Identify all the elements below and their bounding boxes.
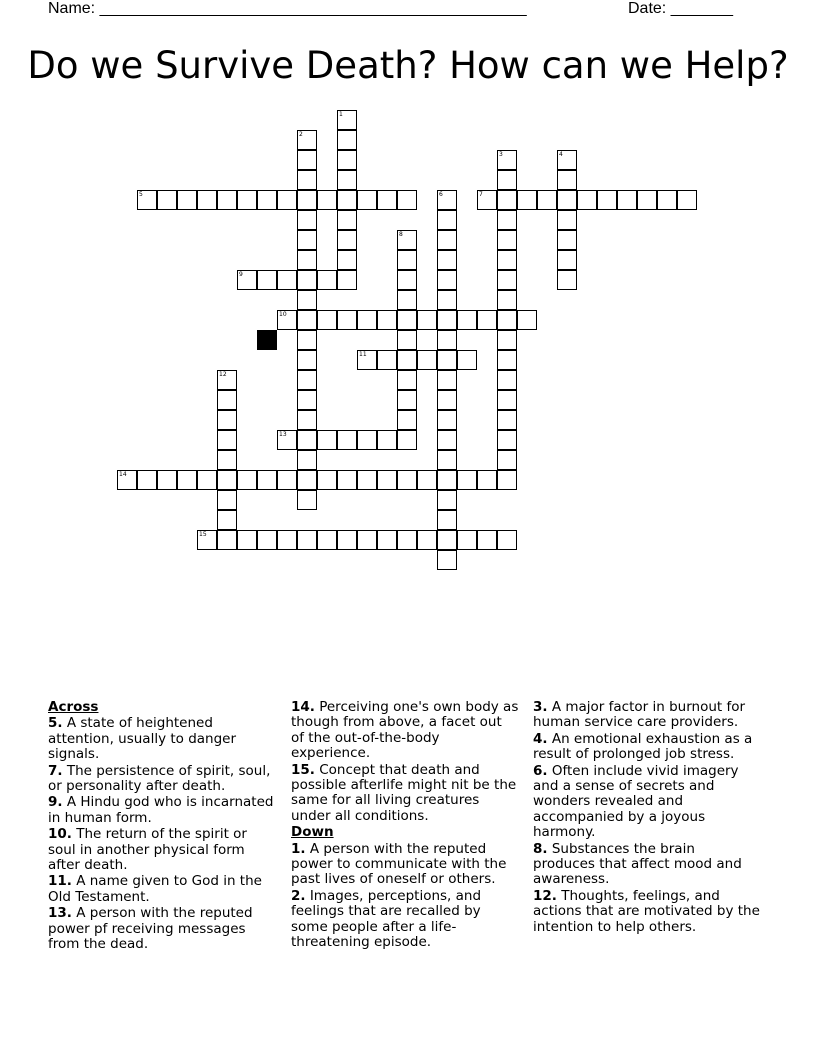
grid-cell[interactable]: [217, 450, 237, 470]
clue-down-6: [533, 764, 761, 841]
grid-cell[interactable]: [497, 250, 517, 270]
across-heading: Across: [48, 699, 99, 715]
grid-cell[interactable]: [557, 170, 577, 190]
grid-cell[interactable]: [217, 390, 237, 410]
grid-cell[interactable]: [397, 430, 417, 450]
clue-text: A major factor in burnout for human service care providers.: [533, 699, 746, 731]
clue-number: 7.: [48, 762, 63, 779]
grid-cell[interactable]: [397, 410, 417, 430]
clue-across-9: [48, 795, 276, 826]
grid-cell[interactable]: [437, 210, 457, 230]
grid-cell[interactable]: [297, 390, 317, 410]
grid-cell[interactable]: [437, 430, 457, 450]
grid-cell[interactable]: [437, 330, 457, 350]
grid-cell[interactable]: [497, 450, 517, 470]
grid-cell[interactable]: [297, 230, 317, 250]
clue-text: A person with the reputed power pf receiving messages from the dead.: [48, 905, 253, 953]
grid-cell[interactable]: [397, 370, 417, 390]
grid-cell[interactable]: [497, 350, 517, 370]
grid-cell[interactable]: [217, 490, 237, 510]
grid-cell[interactable]: [437, 310, 457, 330]
clue-number: 6.: [533, 762, 548, 779]
grid-cell[interactable]: [397, 230, 417, 250]
grid-cell[interactable]: [337, 150, 357, 170]
clue-across-5: [48, 716, 276, 762]
grid-cell[interactable]: [257, 470, 277, 490]
grid-cell[interactable]: [497, 310, 517, 330]
grid-cell[interactable]: [377, 350, 397, 370]
grid-cell[interactable]: [297, 210, 317, 230]
clue-column-2: [291, 700, 519, 952]
grid-cell[interactable]: [337, 210, 357, 230]
grid-cell[interactable]: [237, 530, 257, 550]
grid-cell[interactable]: [317, 430, 337, 450]
grid-cell[interactable]: [297, 170, 317, 190]
grid-cell[interactable]: [217, 410, 237, 430]
grid-cell[interactable]: [437, 490, 457, 510]
grid-cell[interactable]: [477, 190, 497, 210]
grid-cell[interactable]: [317, 470, 337, 490]
grid-cell[interactable]: [497, 370, 517, 390]
grid-cell[interactable]: [337, 470, 357, 490]
clue-across-15: [291, 763, 519, 825]
grid-cell[interactable]: [557, 230, 577, 250]
clue-text: Images, perceptions, and feelings that are recalled by some people after a life-threatening episode.: [291, 887, 482, 951]
grid-cell[interactable]: [497, 190, 517, 210]
grid-cell[interactable]: [257, 270, 277, 290]
clue-number: 12.: [533, 887, 557, 904]
grid-cell[interactable]: [557, 250, 577, 270]
clue-down-1: [291, 842, 519, 888]
grid-cell[interactable]: [357, 530, 377, 550]
grid-cell[interactable]: [397, 190, 417, 210]
clue-across-11: [48, 874, 276, 905]
grid-cell[interactable]: [337, 190, 357, 210]
grid-cell[interactable]: [497, 530, 517, 550]
clue-number: 14.: [291, 699, 315, 715]
grid-cell[interactable]: [277, 470, 297, 490]
grid-cell[interactable]: [237, 270, 257, 290]
grid-cell[interactable]: [497, 330, 517, 350]
grid-cell[interactable]: [417, 530, 437, 550]
clue-number: 11.: [48, 873, 72, 890]
grid-cell[interactable]: [277, 190, 297, 210]
clue-down-3: [533, 700, 761, 731]
clue-number: 2.: [291, 887, 306, 904]
cell-number: 3: [499, 151, 503, 158]
grid-cell[interactable]: [297, 190, 317, 210]
grid-cell[interactable]: [297, 350, 317, 370]
clue-text: The persistence of spirit, soul, or personality after death.: [48, 762, 271, 795]
grid-cell[interactable]: [297, 410, 317, 430]
cell-number: 14: [119, 471, 127, 478]
clue-across-13: [48, 906, 276, 952]
grid-cell[interactable]: [337, 430, 357, 450]
grid-cell[interactable]: [357, 190, 377, 210]
grid-cell[interactable]: [497, 270, 517, 290]
grid-cell[interactable]: [337, 230, 357, 250]
name-field-line[interactable]: Name: ________________________________________________: [48, 0, 527, 17]
grid-cell[interactable]: [197, 190, 217, 210]
grid-cell[interactable]: [557, 270, 577, 290]
grid-cell[interactable]: [477, 530, 497, 550]
grid-cell[interactable]: [137, 190, 157, 210]
grid-cell[interactable]: [197, 530, 217, 550]
grid-cell[interactable]: [437, 510, 457, 530]
cell-number: 1: [339, 111, 343, 118]
cell-number: 8: [399, 231, 403, 238]
grid-cell[interactable]: [377, 530, 397, 550]
grid-cell[interactable]: [497, 150, 517, 170]
grid-cell[interactable]: [317, 190, 337, 210]
grid-cell[interactable]: [257, 530, 277, 550]
grid-cell[interactable]: [677, 190, 697, 210]
grid-cell[interactable]: [337, 170, 357, 190]
grid-cell[interactable]: [317, 310, 337, 330]
grid-cell[interactable]: [457, 350, 477, 370]
grid-cell[interactable]: [437, 190, 457, 210]
grid-cell[interactable]: [217, 370, 237, 390]
grid-cell[interactable]: [397, 250, 417, 270]
down-heading: Down: [291, 824, 334, 841]
cell-number: 13: [279, 431, 287, 438]
clue-text: Perceiving one's own body as though from above, a facet out of the out-of-the-body experience.: [291, 699, 519, 762]
grid-cell[interactable]: [177, 470, 197, 490]
grid-cell[interactable]: [357, 470, 377, 490]
grid-cell[interactable]: [437, 390, 457, 410]
grid-cell[interactable]: [337, 110, 357, 130]
grid-cell[interactable]: [397, 470, 417, 490]
grid-cell[interactable]: [417, 310, 437, 330]
grid-cell[interactable]: [457, 470, 477, 490]
grid-cell[interactable]: [537, 190, 557, 210]
grid-cell[interactable]: [337, 530, 357, 550]
grid-cell[interactable]: [277, 530, 297, 550]
grid-cell[interactable]: [397, 390, 417, 410]
grid-cell[interactable]: [357, 310, 377, 330]
clue-column-1: [48, 700, 276, 954]
grid-cell[interactable]: [497, 390, 517, 410]
grid-cell[interactable]: [557, 150, 577, 170]
cell-number: 11: [359, 351, 367, 358]
clue-number: 4.: [533, 730, 548, 747]
grid-cell[interactable]: [397, 310, 417, 330]
cell-number: 5: [139, 191, 143, 198]
grid-cell[interactable]: [117, 470, 137, 490]
grid-cell[interactable]: [297, 150, 317, 170]
grid-cell[interactable]: [277, 270, 297, 290]
grid-cell[interactable]: [357, 430, 377, 450]
grid-block-cell: [257, 330, 277, 350]
cell-number: 2: [299, 131, 303, 138]
grid-cell[interactable]: [497, 290, 517, 310]
grid-cell[interactable]: [297, 310, 317, 330]
grid-cell[interactable]: [517, 190, 537, 210]
grid-cell[interactable]: [257, 190, 277, 210]
clue-number: 8.: [533, 840, 548, 857]
clue-down-2: [291, 889, 519, 951]
grid-cell[interactable]: [157, 190, 177, 210]
clue-number: 9.: [48, 794, 63, 811]
grid-cell[interactable]: [397, 350, 417, 370]
grid-cell[interactable]: [657, 190, 677, 210]
clue-number: 10.: [48, 826, 72, 843]
grid-cell[interactable]: [197, 470, 217, 490]
grid-cell[interactable]: [297, 370, 317, 390]
grid-cell[interactable]: [497, 470, 517, 490]
grid-cell[interactable]: [297, 450, 317, 470]
grid-cell[interactable]: [317, 270, 337, 290]
clue-text: A state of heightened attention, usually to danger signals.: [48, 715, 237, 763]
grid-cell[interactable]: [437, 350, 457, 370]
grid-cell[interactable]: [217, 190, 237, 210]
grid-cell[interactable]: [277, 430, 297, 450]
grid-cell[interactable]: [297, 250, 317, 270]
grid-cell[interactable]: [297, 130, 317, 150]
grid-cell[interactable]: [377, 310, 397, 330]
grid-cell[interactable]: [437, 270, 457, 290]
grid-cell[interactable]: [137, 470, 157, 490]
grid-cell[interactable]: [477, 310, 497, 330]
cell-number: 15: [199, 531, 207, 538]
page-title: Do we Survive Death? How can we Help?: [27, 44, 789, 87]
grid-cell[interactable]: [457, 310, 477, 330]
grid-cell[interactable]: [497, 410, 517, 430]
cell-number: 9: [239, 271, 243, 278]
grid-cell[interactable]: [397, 290, 417, 310]
clue-text: A name given to God in the Old Testament.: [48, 873, 262, 905]
clue-number: 5.: [48, 715, 63, 732]
clue-across-10: [48, 827, 276, 873]
grid-cell[interactable]: [177, 190, 197, 210]
grid-cell[interactable]: [237, 470, 257, 490]
grid-cell[interactable]: [217, 530, 237, 550]
clue-text: An emotional exhaustion as a result of prolonged job stress.: [533, 730, 753, 763]
cell-number: 6: [439, 191, 443, 198]
grid-cell[interactable]: [377, 190, 397, 210]
grid-cell[interactable]: [457, 530, 477, 550]
grid-cell[interactable]: [217, 470, 237, 490]
clue-text: Often include vivid imagery and a sense of secrets and wonders revealed and accompanied by a joyous harmony.: [533, 762, 739, 841]
grid-cell[interactable]: [337, 250, 357, 270]
grid-cell[interactable]: [297, 530, 317, 550]
grid-cell[interactable]: [557, 210, 577, 230]
grid-cell[interactable]: [437, 230, 457, 250]
cell-number: 7: [479, 191, 483, 198]
clue-text: A person with the reputed power to communicate with the past lives of oneself or others.: [291, 840, 507, 888]
grid-cell[interactable]: [577, 190, 597, 210]
clue-text: The return of the spirit or soul in another physical form after death.: [48, 826, 247, 874]
grid-cell[interactable]: [297, 330, 317, 350]
grid-cell[interactable]: [157, 470, 177, 490]
grid-cell[interactable]: [377, 470, 397, 490]
clue-text: Substances the brain produces that affect mood and awareness.: [533, 840, 742, 888]
grid-cell[interactable]: [437, 530, 457, 550]
grid-cell[interactable]: [237, 190, 257, 210]
clue-number: 15.: [291, 761, 315, 778]
grid-cell[interactable]: [437, 470, 457, 490]
grid-cell[interactable]: [437, 250, 457, 270]
clue-down-8: [533, 842, 761, 888]
grid-cell[interactable]: [297, 470, 317, 490]
clue-text: Concept that death and possible afterlife might nit be the same for all living creatures under all conditions.: [291, 761, 517, 824]
grid-cell[interactable]: [477, 470, 497, 490]
grid-cell[interactable]: [297, 490, 317, 510]
grid-cell[interactable]: [397, 330, 417, 350]
grid-cell[interactable]: [397, 270, 417, 290]
grid-cell[interactable]: [617, 190, 637, 210]
date-field-line[interactable]: Date: _______: [628, 0, 733, 17]
grid-cell[interactable]: [437, 370, 457, 390]
clue-number: 13.: [48, 905, 72, 922]
grid-cell[interactable]: [297, 270, 317, 290]
grid-cell[interactable]: [397, 530, 417, 550]
grid-cell[interactable]: [497, 430, 517, 450]
grid-cell[interactable]: [417, 470, 437, 490]
grid-cell[interactable]: [377, 430, 397, 450]
grid-cell[interactable]: [337, 310, 357, 330]
grid-cell[interactable]: [337, 130, 357, 150]
clue-down-12: [533, 889, 761, 935]
clue-across-14: [291, 700, 519, 762]
clue-number: 1.: [291, 840, 306, 857]
grid-cell[interactable]: [277, 310, 297, 330]
clue-down-4: [533, 732, 761, 763]
grid-cell[interactable]: [597, 190, 617, 210]
grid-cell[interactable]: [497, 210, 517, 230]
cell-number: 4: [559, 151, 563, 158]
grid-cell[interactable]: [337, 270, 357, 290]
grid-cell[interactable]: [297, 430, 317, 450]
grid-cell[interactable]: [297, 290, 317, 310]
grid-cell[interactable]: [437, 290, 457, 310]
grid-cell[interactable]: [217, 430, 237, 450]
cell-number: 12: [219, 371, 227, 378]
grid-cell[interactable]: [357, 350, 377, 370]
clue-column-3: [533, 700, 761, 936]
grid-cell[interactable]: [517, 310, 537, 330]
grid-cell[interactable]: [497, 230, 517, 250]
clue-number: 3.: [533, 699, 548, 715]
grid-cell[interactable]: [557, 190, 577, 210]
grid-cell[interactable]: [437, 410, 457, 430]
grid-cell[interactable]: [637, 190, 657, 210]
grid-cell[interactable]: [437, 450, 457, 470]
grid-cell[interactable]: [217, 510, 237, 530]
grid-cell[interactable]: [437, 550, 457, 570]
grid-cell[interactable]: [417, 350, 437, 370]
grid-cell[interactable]: [497, 170, 517, 190]
grid-cell[interactable]: [317, 530, 337, 550]
clue-across-7: [48, 764, 276, 795]
clue-text: A Hindu god who is incarnated in human form.: [48, 794, 274, 826]
clue-text: Thoughts, feelings, and actions that are motivated by the intention to help others.: [533, 887, 760, 935]
cell-number: 10: [279, 311, 287, 318]
